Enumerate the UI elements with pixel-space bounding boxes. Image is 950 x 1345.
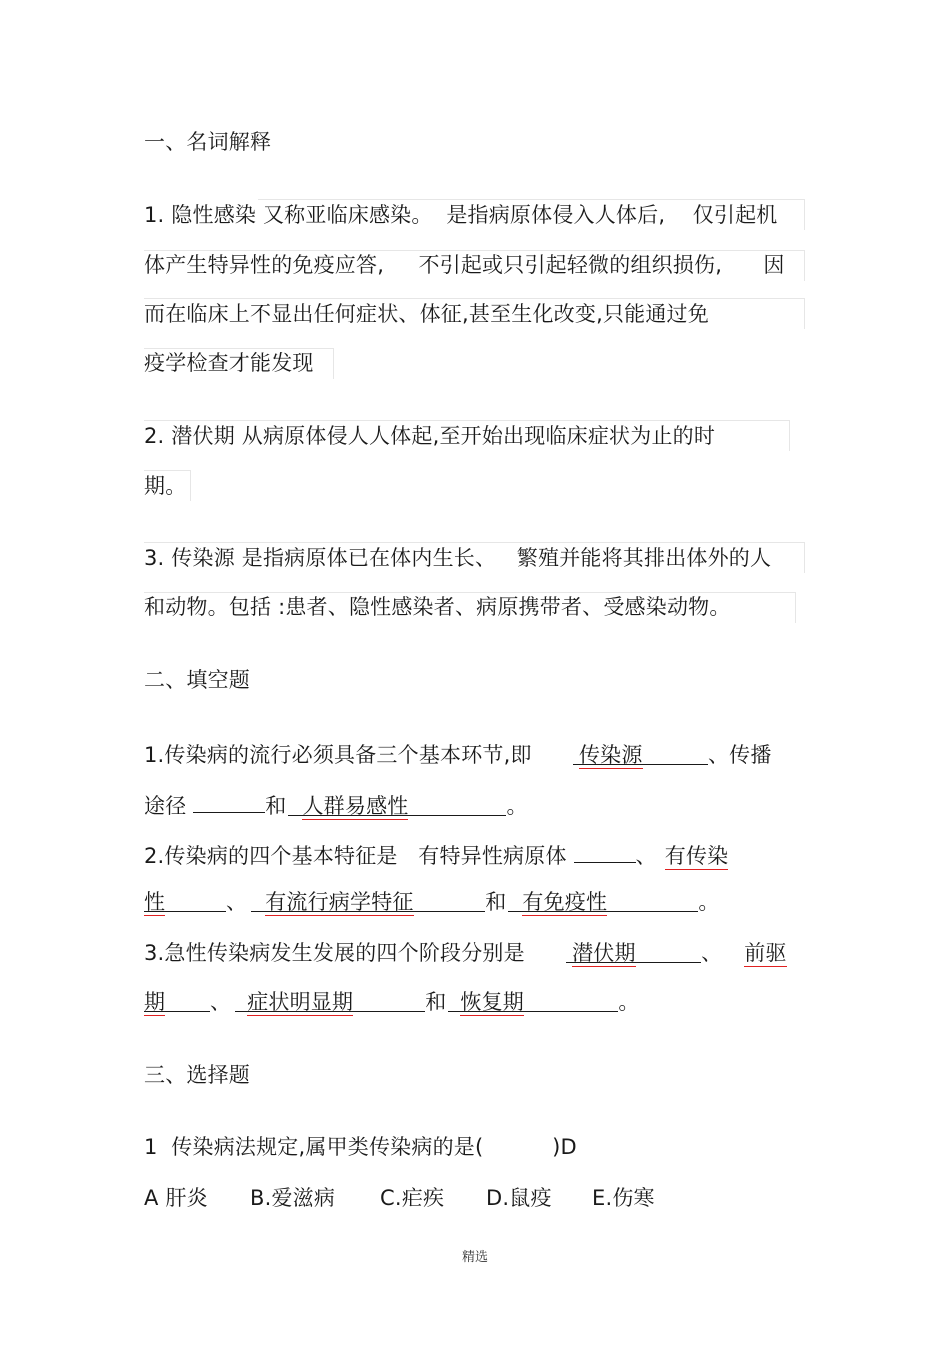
fill-q1-blank-3: [288, 791, 506, 816]
fill-q3-sep: 、: [701, 941, 723, 965]
choice-q1-stem: 1 传染病法规定,属甲类传染病的是( )D: [144, 1135, 577, 1159]
fill-q2-answer-2b: 性: [144, 887, 165, 917]
fill-q3-answer-3: 症状明显期: [247, 987, 353, 1017]
fill-q2-blank-2a: [657, 841, 735, 868]
fill-q3-and: 和: [425, 990, 447, 1014]
term-3-line-2: 和动物。包括 :患者、隐性感染者、病原携带者、受感染动物。: [144, 595, 731, 619]
fill-q2-and: 和: [485, 890, 507, 914]
fill-q1-line2-prefix: 途径: [144, 794, 194, 818]
fill-q3-blank-4: [448, 987, 618, 1012]
section-title-2: 二、填空题: [144, 668, 250, 692]
fill-q2-answer-2a: 有传染: [665, 841, 729, 871]
choice-option-e: E.伤寒: [592, 1186, 655, 1210]
term-1-line-1: 1. 隐性感染 又称亚临床感染。 是指病原体侵入人体后, 仅引起机: [144, 203, 778, 227]
fill-q3-end: 。: [618, 990, 640, 1014]
fill-q1-end: 。: [506, 794, 528, 818]
fill-q3-blank-1: [566, 938, 701, 963]
fill-q2-sep: 、: [635, 844, 657, 868]
fill-q1-answer-3: 人群易感性: [302, 791, 408, 821]
fill-q2-blank-3: [251, 887, 485, 912]
term-2-line-1: 2. 潜伏期 从病原体侵人人体起,至开始出现临床症状为止的时: [144, 424, 716, 448]
fill-q2-prefix: 2.传染病的四个基本特征是 有特异性病原体: [144, 844, 574, 868]
choice-option-a: A 肝炎: [144, 1186, 208, 1210]
section-title-1: 一、名词解释: [144, 130, 272, 154]
fill-q1-mid: 、传播: [707, 743, 772, 767]
fill-q3-answer-2b: 期: [144, 987, 165, 1017]
term-3-line-1: 3. 传染源 是指病原体已在体内生长、 繁殖并能将其排出体外的人: [144, 546, 772, 570]
section-title-3: 三、选择题: [144, 1063, 250, 1087]
fill-q3-answer-1: 潜伏期: [572, 938, 636, 968]
page-footer: 精选: [461, 1250, 488, 1265]
fill-q3-blank-2a: [726, 938, 792, 965]
fill-q2-blank-1: [574, 838, 636, 863]
fill-q3-sep-2: 、: [210, 990, 232, 1014]
fill-q1-blank-1: [573, 740, 708, 765]
fill-q3-answer-2a: 前驱: [744, 938, 786, 968]
fill-q2-line-2: [144, 887, 720, 917]
fill-q2-line-1: [144, 838, 735, 871]
fill-q1-line-2: [144, 788, 528, 821]
choice-option-c: C.疟疾: [380, 1186, 445, 1210]
fill-q1-and: 和: [265, 794, 287, 818]
fill-q2-sep-2: 、: [226, 890, 248, 914]
fill-q2-end: 。: [698, 890, 720, 914]
term-2-line-2: 期。: [144, 474, 187, 498]
fill-q2-answer-4: 有免疫性: [522, 887, 607, 917]
fill-q3-line-2: [144, 987, 640, 1017]
fill-q3-answer-4: 恢复期: [460, 987, 524, 1017]
fill-q1-blank-2: [193, 788, 265, 813]
fill-q2-blank-4: [508, 887, 698, 912]
term-1-line-3: 而在临床上不显出任何症状、体征,甚至生化改变,只能通过免: [144, 302, 709, 326]
fill-q3-blank-3: [235, 987, 425, 1012]
choice-option-b: B.爱滋病: [250, 1186, 336, 1210]
term-1-line-4: 疫学检查才能发现: [144, 351, 314, 375]
choice-option-d: D.鼠疫: [486, 1186, 552, 1210]
fill-q2-blank-2b: [144, 887, 226, 912]
fill-q2-answer-3: 有流行病学特征: [265, 887, 413, 917]
fill-q1-answer-1: 传染源: [579, 740, 643, 770]
fill-q3-line-1: [144, 938, 792, 968]
fill-q1-line-1: [144, 740, 772, 770]
fill-q3-prefix: 3.急性传染病发生发展的四个阶段分别是: [144, 941, 567, 965]
fill-q3-blank-2b: [144, 987, 210, 1012]
fill-q1-prefix: 1.传染病的流行必须具备三个基本环节,即: [144, 743, 573, 767]
term-1-line-2: 体产生特异性的免疫应答, 不引起或只引起轻微的组织损伤, 因: [144, 253, 785, 277]
